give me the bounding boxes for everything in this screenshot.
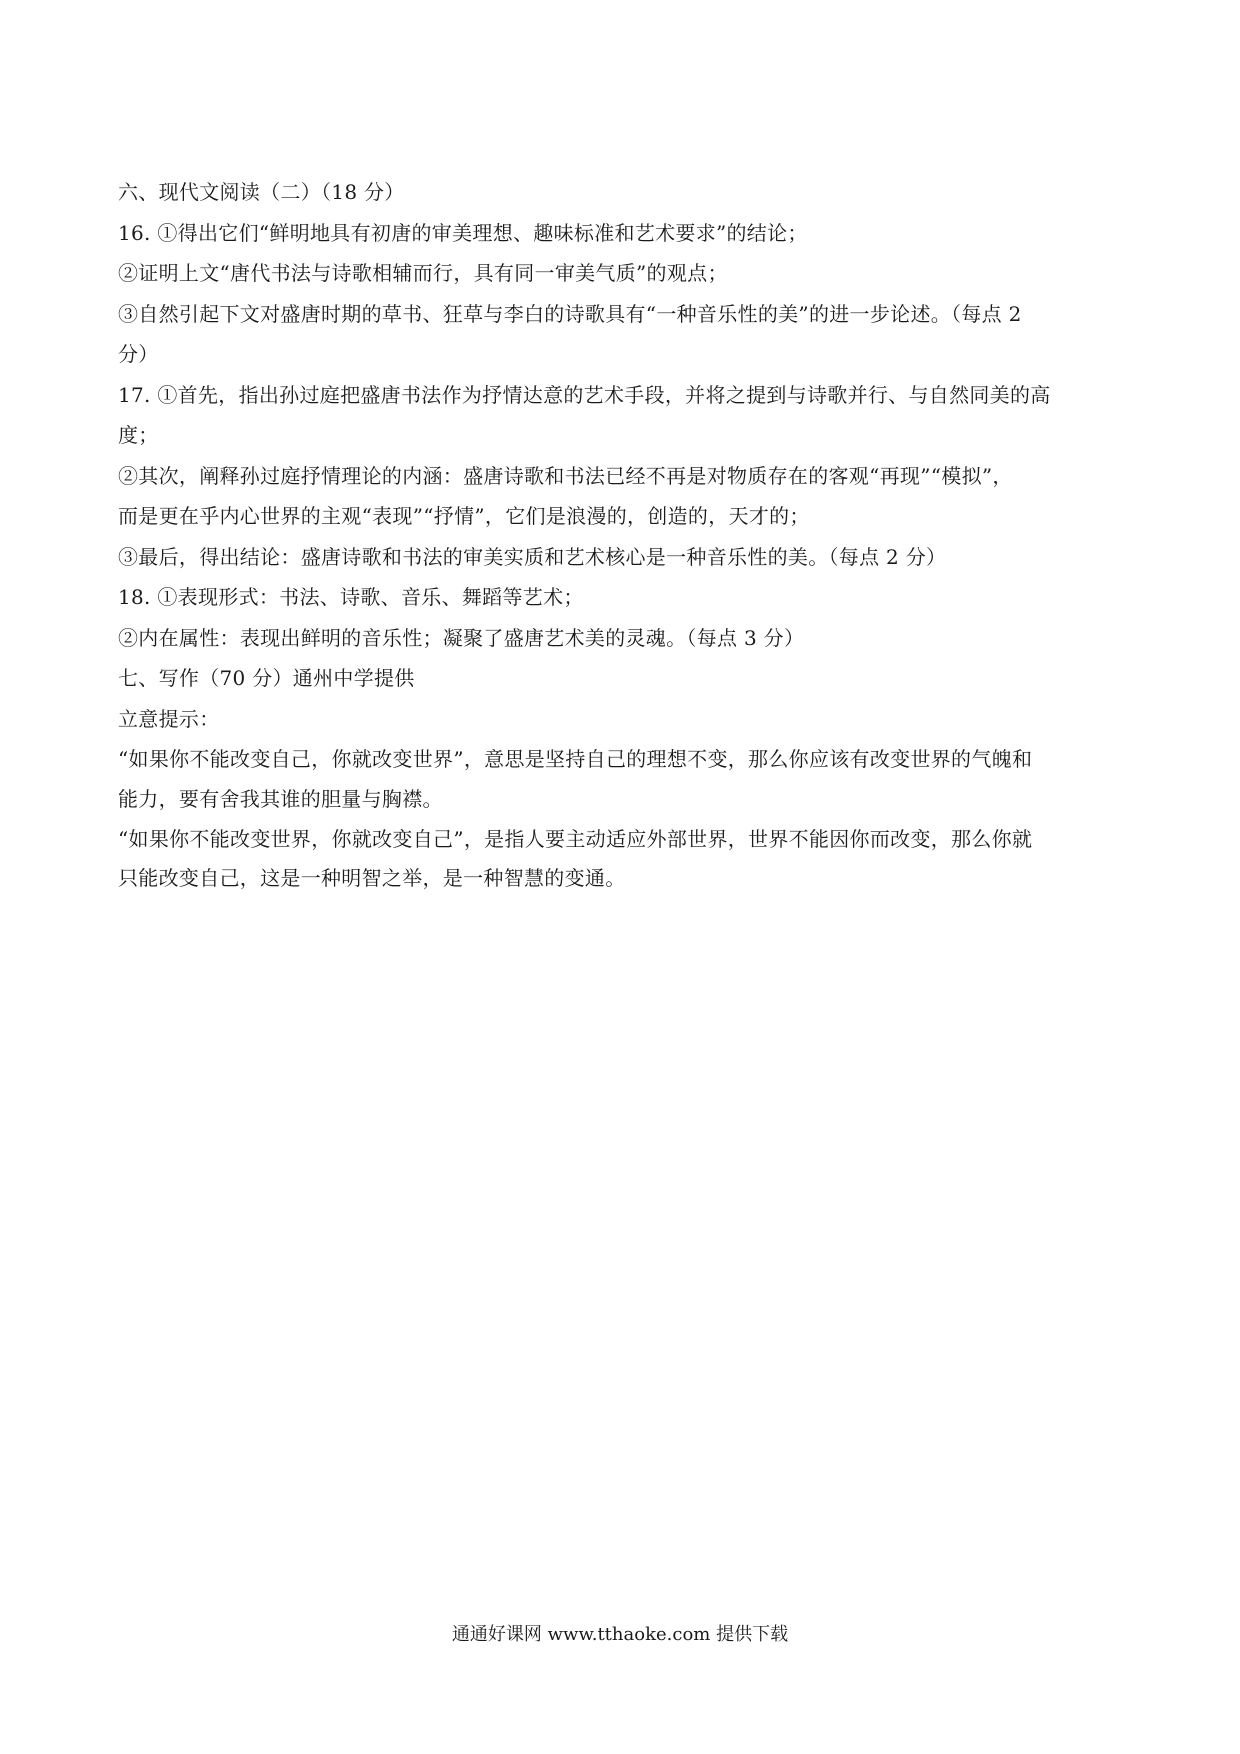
- hint-paragraph-2: “如果你不能改变世界，你就改变自己”，是指人要主动适应外部世界，世界不能因你而改变，那么你就: [118, 826, 1033, 851]
- q17-line-1: 17. ①首先，指出孙过庭把盛唐书法作为抒情达意的艺术手段，并将之提到与诗歌并行、与自然同美的高: [118, 382, 1051, 407]
- section-heading-7: 七、写作（70 分）通州中学提供: [118, 666, 415, 690]
- q17-line-2: ②其次，阐释孙过庭抒情理论的内涵：盛唐诗歌和书法已经不再是对物质存在的客观“再现”“模拟”，: [118, 463, 1013, 488]
- q17-line-1-cont: 度；: [118, 423, 159, 447]
- hint-paragraph-1-cont: 能力，要有舍我其谁的胆量与胸襟。: [118, 786, 443, 811]
- hint-paragraph-1: “如果你不能改变自己，你就改变世界”，意思是坚持自己的理想不变，那么你应该有改变世界的气魄和: [118, 747, 1033, 771]
- page-footer: 通通好课网 www.tthaoke.com 提供下载: [451, 1624, 789, 1645]
- q18-line-2: ②内在属性：表现出鲜明的音乐性；凝聚了盛唐艺术美的灵魂。（每点 3 分）: [118, 625, 805, 650]
- q18-line-1: 18. ①表现形式：书法、诗歌、音乐、舞蹈等艺术；: [118, 585, 584, 609]
- section-heading-6: 六、现代文阅读（二）（18 分）: [118, 180, 405, 204]
- document-body: [118, 172, 1128, 898]
- q17-line-2-cont: 而是更在乎内心世界的主观“表现”“抒情”，它们是浪漫的，创造的，天才的；: [118, 504, 810, 528]
- q16-line-2: ②证明上文“唐代书法与诗歌相辅而行，具有同一审美气质”的观点；: [118, 261, 728, 285]
- hint-label: 立意提示：: [118, 706, 220, 731]
- hint-paragraph-2-cont: 只能改变自己，这是一种明智之举，是一种智慧的变通。: [118, 866, 626, 890]
- q17-line-3: ③最后，得出结论：盛唐诗歌和书法的审美实质和艺术核心是一种音乐性的美。（每点 2 分）: [118, 544, 947, 569]
- q16-line-1: 16. ①得出它们“鲜明地具有初唐的审美理想、趣味标准和艺术要求”的结论；: [118, 220, 808, 245]
- q16-line-3-cont: 分）: [118, 342, 159, 366]
- q16-line-3: ③自然引起下文对盛唐时期的草书、狂草与李白的诗歌具有“一种音乐性的美”的进一步论述。（每点 2: [118, 301, 1022, 326]
